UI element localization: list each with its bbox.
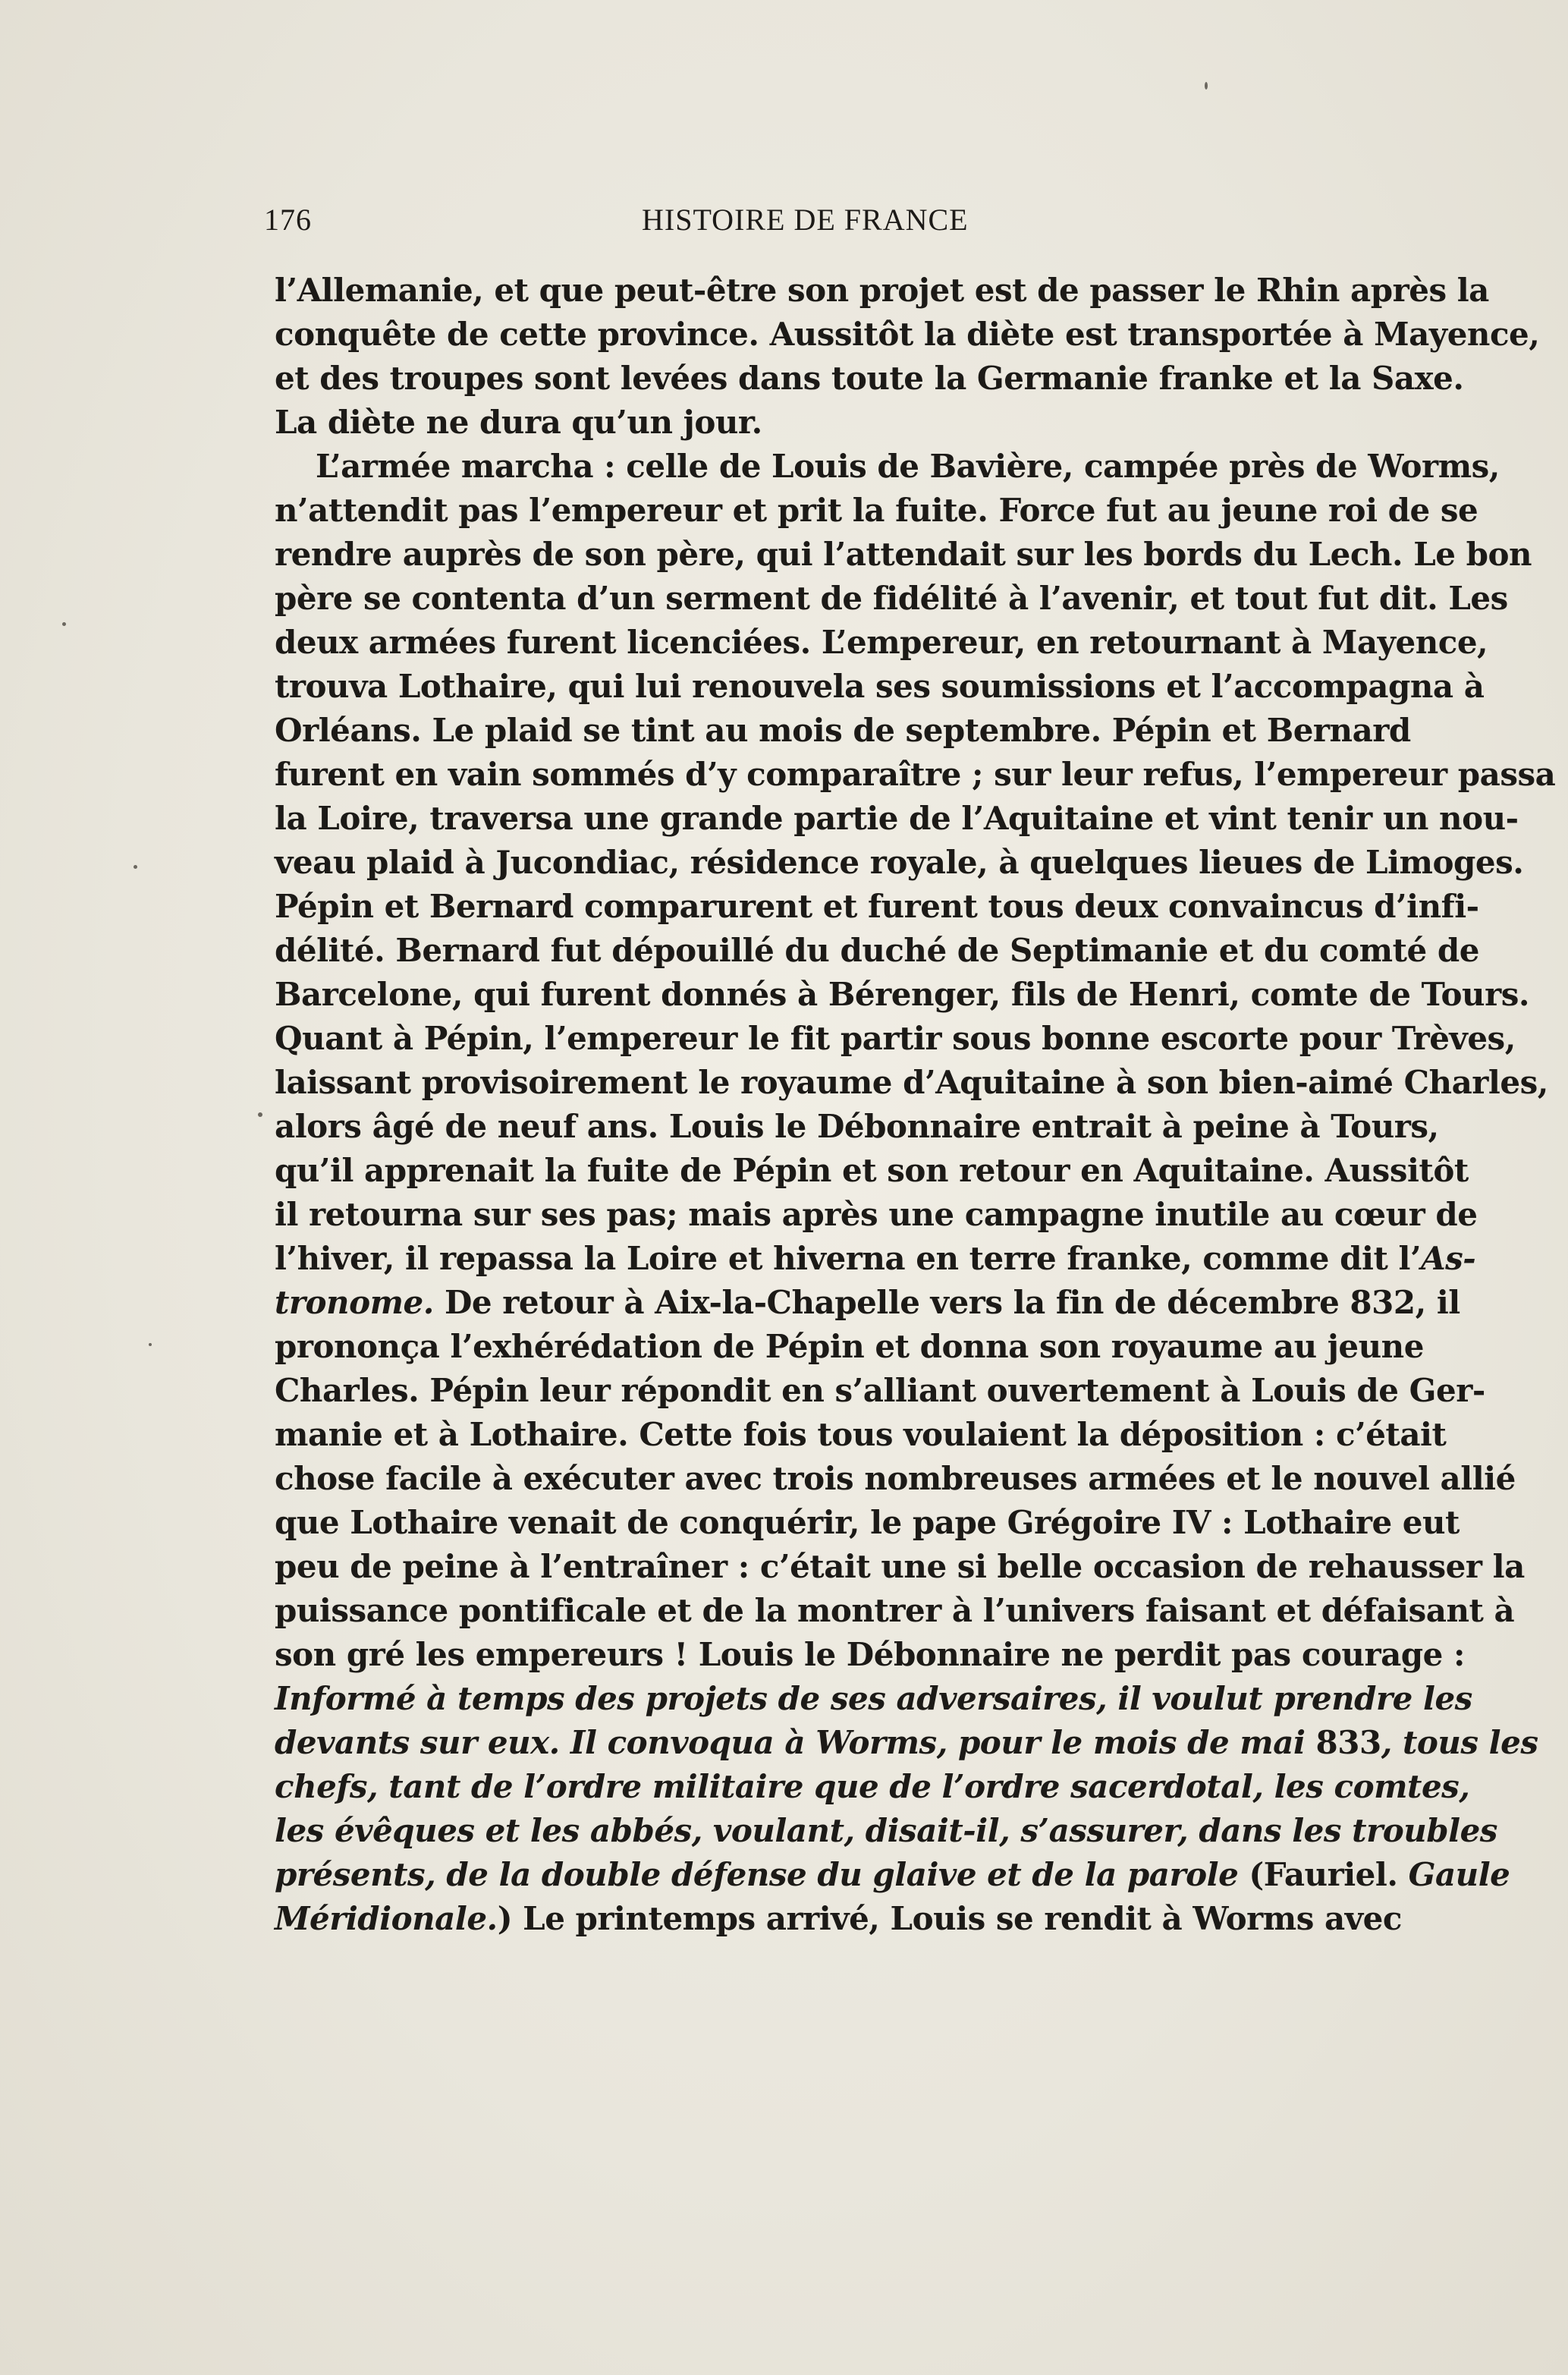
text-line: et des troupes sont levées dans toute la Germanie franke et la Saxe. bbox=[275, 360, 1464, 397]
text-line bbox=[275, 1809, 1497, 1853]
text-segment: De retour à Aix-la-Chapelle vers la fin de décembre 832, il bbox=[433, 1284, 1460, 1321]
text-line bbox=[275, 1281, 1460, 1325]
text-line: Barcelone, qui furent donnés à Bérenger, fils de Henri, comte de Tours. bbox=[275, 976, 1529, 1013]
text-line: que Lothaire venait de conquérir, le pape Grégoire IV : Lothaire eut bbox=[275, 1504, 1460, 1541]
text-line: puissance pontificale et de la montrer à l’univers faisant et défaisant à bbox=[275, 1592, 1515, 1629]
text-line bbox=[275, 1897, 1402, 1941]
text-line: alors âgé de neuf ans. Louis le Débonnaire entrait à peine à Tours, bbox=[275, 1108, 1439, 1145]
italic-segment: , tous les bbox=[1381, 1724, 1538, 1761]
text-line: veau plaid à Jucondiac, résidence royale, à quelques lieues de Limoges. bbox=[275, 844, 1524, 881]
paper-speck bbox=[134, 865, 137, 869]
text-line: n’attendit pas l’empereur et prit la fuite. Force fut au jeune roi de se bbox=[275, 492, 1478, 529]
text-line: peu de peine à l’entraîner : c’était une si belle occasion de rehausser la bbox=[275, 1548, 1525, 1585]
text-line: Orléans. Le plaid se tint au mois de septembre. Pépin et Bernard bbox=[275, 712, 1411, 749]
text-line bbox=[275, 1765, 1470, 1809]
text-line: manie et à Lothaire. Cette fois tous voulaient la déposition : c’était bbox=[275, 1416, 1447, 1453]
italic-segment: chefs, tant de l’ordre militaire que de l’ordre sacerdotal, les comtes, bbox=[275, 1768, 1470, 1805]
text-line: Charles. Pépin leur répondit en s’alliant ouvertement à Louis de Ger- bbox=[275, 1372, 1485, 1409]
italic-segment: devants sur eux. Il convoqua à Worms, pour le mois de mai bbox=[275, 1724, 1316, 1761]
page-header bbox=[264, 202, 1341, 240]
text-line: deux armées furent licenciées. L’empereur, en retournant à Mayence, bbox=[275, 624, 1488, 661]
text-line: la Loire, traversa une grande partie de l’Aquitaine et vint tenir un nou- bbox=[275, 800, 1519, 837]
body-text bbox=[275, 269, 1556, 1941]
paper-speck bbox=[1205, 82, 1208, 90]
text-line bbox=[275, 1721, 1538, 1765]
text-line: père se contenta d’un serment de fidélité à l’avenir, et tout fut dit. Les bbox=[275, 580, 1508, 617]
text-line: Pépin et Bernard comparurent et furent tous deux convaincus d’infi- bbox=[275, 888, 1479, 925]
italic-segment: Informé à temps des projets de ses adversaires, il voulut prendre les bbox=[275, 1680, 1472, 1717]
text-line: délité. Bernard fut dépouillé du duché de Septimanie et du comté de bbox=[275, 932, 1479, 969]
text-line: il retourna sur ses pas; mais après une campagne inutile au cœur de bbox=[275, 1196, 1478, 1233]
text-line: laissant provisoirement le royaume d’Aquitaine à son bien-aimé Charles, bbox=[275, 1064, 1548, 1101]
paper-speck bbox=[149, 1343, 152, 1346]
text-line: son gré les empereurs ! Louis le Débonnaire ne perdit pas courage : bbox=[275, 1636, 1466, 1673]
italic-segment: présents, de la double défense du glaive et de la parole bbox=[275, 1856, 1239, 1893]
text-line: L’armée marcha : celle de Louis de Bavière, campée près de Worms, bbox=[316, 448, 1500, 485]
text-line: trouva Lothaire, qui lui renouvela ses soumissions et l’accompagna à bbox=[275, 668, 1485, 705]
page-number: 176 bbox=[264, 203, 312, 237]
text-line: l’Allemanie, et que peut-être son projet est de passer le Rhin après la bbox=[275, 272, 1489, 309]
text-line: Quant à Pépin, l’empereur le fit partir sous bonne escorte pour Trèves, bbox=[275, 1020, 1516, 1057]
text-line bbox=[275, 1853, 1510, 1897]
italic-segment: tronome. bbox=[275, 1284, 434, 1321]
paper-speck bbox=[258, 1112, 262, 1117]
text-line: rendre auprès de son père, qui l’attendait sur les bords du Lech. Le bon bbox=[275, 536, 1532, 573]
paper-speck bbox=[62, 622, 66, 626]
text-line: prononça l’exhérédation de Pépin et donna son royaume au jeune bbox=[275, 1328, 1424, 1365]
text-segment: l’hiver, il repassa la Loire et hiverna en terre franke, comme dit l’ bbox=[275, 1240, 1422, 1277]
text-segment: 833 bbox=[1315, 1724, 1381, 1761]
text-line: qu’il apprenait la fuite de Pépin et son retour en Aquitaine. Aussitôt bbox=[275, 1152, 1469, 1189]
running-title: HISTOIRE DE FRANCE bbox=[642, 203, 969, 237]
text-line: conquête de cette province. Aussitôt la diète est transportée à Mayence, bbox=[275, 316, 1540, 353]
text-segment: (Fauriel. bbox=[1238, 1856, 1409, 1893]
italic-segment: As- bbox=[1421, 1240, 1476, 1277]
text-line bbox=[275, 1237, 1476, 1281]
italic-segment: les évêques et les abbés, voulant, disait-il, s’assurer, dans les troubles bbox=[275, 1812, 1497, 1849]
text-line: chose facile à exécuter avec trois nombreuses armées et le nouvel allié bbox=[275, 1460, 1516, 1497]
text-segment: ) Le printemps arrivé, Louis se rendit à Worms avec bbox=[497, 1900, 1402, 1937]
text-line: furent en vain sommés d’y comparaître ; sur leur refus, l’empereur passa bbox=[275, 756, 1556, 793]
italic-segment: Gaule bbox=[1408, 1856, 1510, 1893]
text-line bbox=[275, 1677, 1472, 1721]
italic-segment: Méridionale. bbox=[275, 1900, 498, 1937]
text-line: La diète ne dura qu’un jour. bbox=[275, 404, 762, 441]
